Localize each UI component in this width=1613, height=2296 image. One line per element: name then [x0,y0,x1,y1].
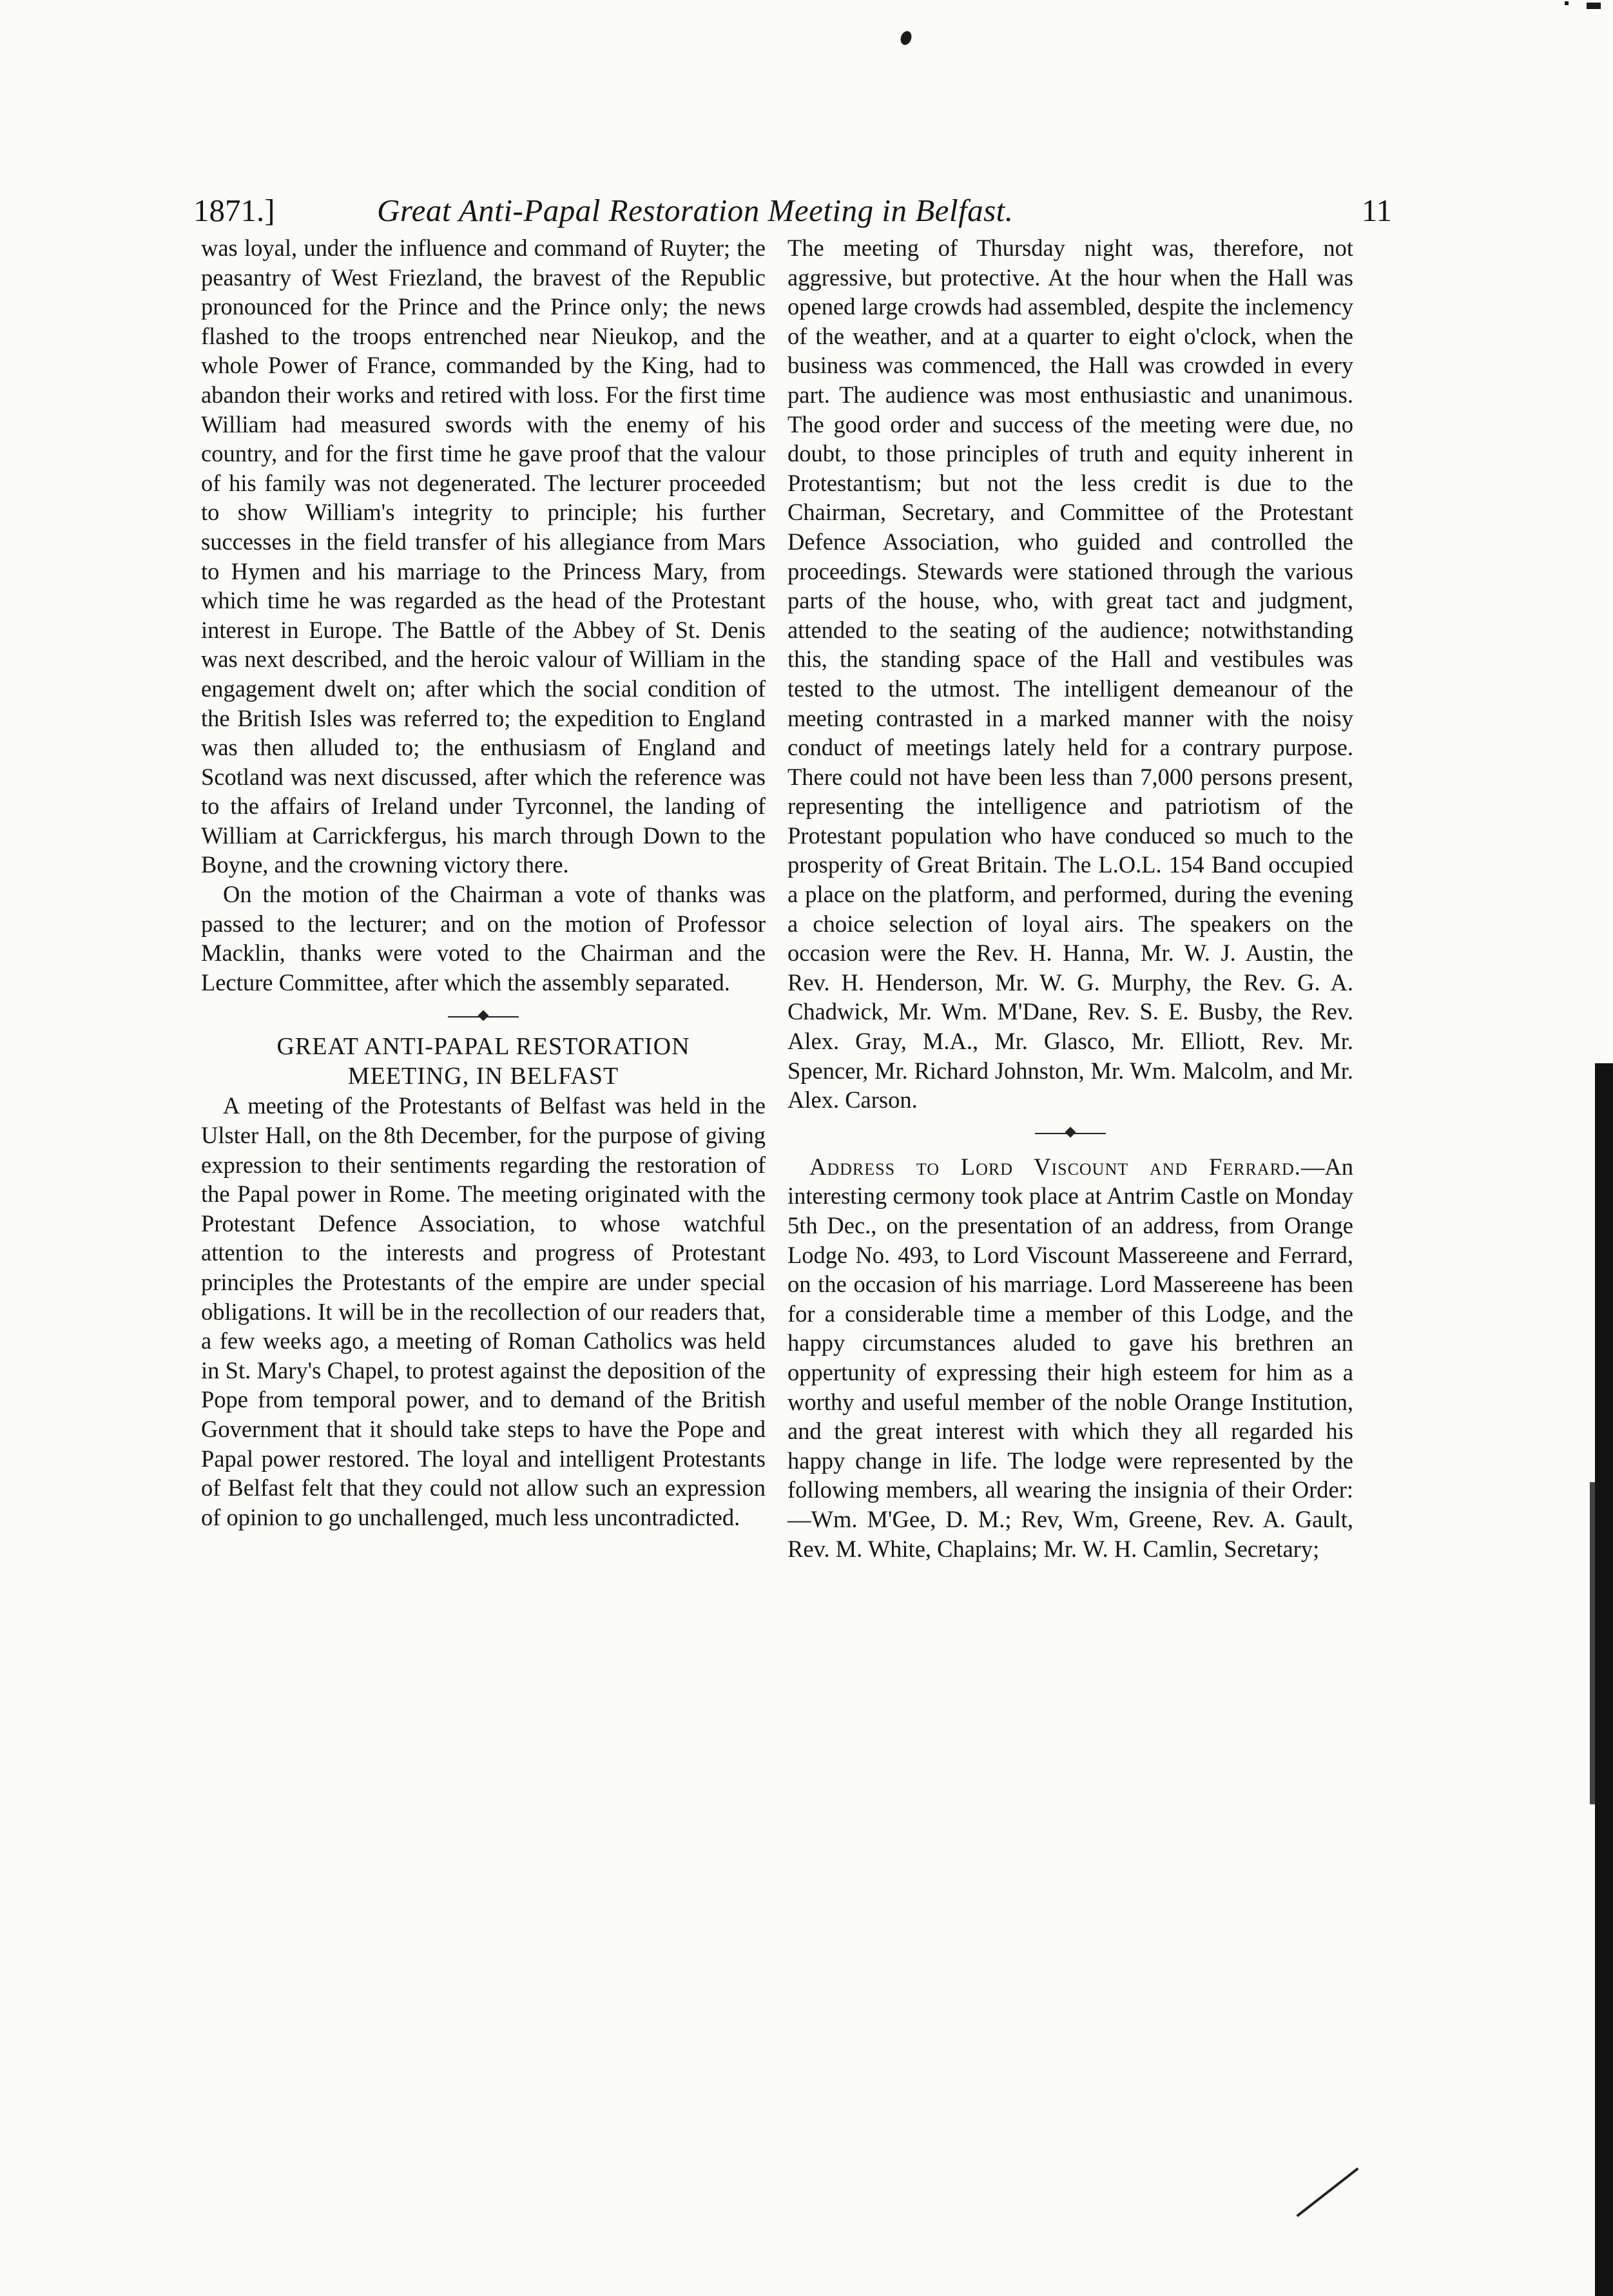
article-heading-line2: MEETING, IN BELFAST [347,1063,619,1090]
running-header [193,188,1392,233]
paragraph-meeting-intro: A meeting of the Protestants of Belfast was held in the Ulster Hall, on the 8th December, for the purpose of giving expression to their sentiments regarding the restoration of the Papal power in Rome. The meeting originated with the Protestant Defence Association, to whose watchful attention to the interests and progress of Protestant principles the Protestants of the empire are under special obligations. It will be in the recollection of our readers that, a few weeks ago, a meeting of Roman Catholics was held in St. Mary's Chapel, to protest against the deposition of the Pope from temporal power, and to demand of the British Government that it should take steps to have the Pope and Papal power restored. The loyal and intelligent Protestants of Belfast felt that they could not allow such an expression of opinion to go unchallenged, much less uncontradicted. [201,1092,766,1530]
scan-edge-shadow [1595,1063,1613,2296]
article-heading [201,1032,766,1091]
ink-dot [899,30,914,46]
address-body: —An interesting cermony took place at Antrim Castle on Monday 5th Dec., on the presentation of an address, from Orange Lodge No. 493, to Lord Viscount Massereene and Ferrard, on the occasion of his marriage. Lord Massereene has been for a considerable time a member of this Lodge, and the happy circumstances aluded to gave his brethren an oppertunity of expressing their high esteem for him as a worthy and useful member of the noble Orange Institution, and the great interest with which they all regarded his happy change in life. The lodge were represented by the following members, all wearing the insignia of their Order:—Wm. M'Gee, D. M.; Rev, Wm, Greene, Rev. A. Gault, Rev. M. White, Chaplains; Mr. W. H. Camlin, Secretary; [787,1153,1353,1562]
paragraph-vote-of-thanks: On the motion of the Chairman a vote of thanks was passed to the lecturer; and on the motion of Professor Macklin, thanks were voted to the Chairman and the Lecture Committee, after which the assembly separated. [201,881,766,996]
left-column [201,233,766,1532]
paragraph-address-lord-viscount [787,1152,1353,1563]
paragraph-lecture-continued: was loyal, under the influence and command of Ruyter; the peasantry of West Friezland, the bravest of the Republic pronounced for the Prince and the Prince only; the news flashed to the troops entrenched near Nieukop, and the whole Power of France, commanded by the King, had to abandon their works and retired with loss. For the first time William had measured swords with the enemy of his country, and for the first time he gave proof that the valour of his family was not degenerated. The lecturer proceeded to show William's integrity to principle; his further successes in the field transfer of his allegiance from Mars to Hymen and his marriage to the Princess Mary, from which time he was regarded as the head of the Protestant interest in Europe. The Battle of the Abbey of St. Denis was next described, and the heroic valour of William in the engagement dwelt on; after which the social condition of the British Isles was referred to; the expedition to England was then alluded to; the enthusiasm of England and Scotland was next discussed, after which the reference was to the affairs of Ireland under Tyrconnel, the landing of William at Carrickfergus, his march through Down to the Boyne, and the crowning victory there. [201,235,766,878]
address-lead-in: Address to Lord Viscount and Ferrard. [809,1153,1301,1180]
paragraph-meeting-details: The meeting of Thursday night was, therefore, not aggressive, but protective. At the hour when the Hall was opened large crowds had assembled, despite the inclemency of the weather, and at a quarter to eight o'clock, when the business was commenced, the Hall was crowded in every part. The audience was most enthusiastic and unanimous. The good order and success of the meeting were due, no doubt, to those principles of truth and equity inherent in Protestantism; but not the less credit is due to the Chairman, Secretary, and Committee of the Protestant Defence Association, who guided and controlled the proceedings. Stewards were stationed through the various parts of the house, who, with great tact and judgment, attended to the seating of the audience; notwithstanding this, the standing space of the Hall and vestibules was tested to the utmost. The intelligent demeanour of the meeting contrasted in a marked manner with the noisy conduct of meetings lately held for a contrary purpose. There could not have been less than 7,000 persons present, representing the intelligence and patriotism of the Protestant population who have conduced so much to the prosperity of Great Britain. The L.O.L. 154 Band occupied a place on the platform, and performed, during the evening a choice selection of loyal airs. The speakers on the occasion were the Rev. H. Hanna, Mr. W. J. Austin, the Rev. H. Henderson, Mr. W. G. Murphy, the Rev. G. A. Chadwick, Mr. Wm. M'Dane, Rev. S. E. Busby, the Rev. Alex. Gray, M.A., Mr. Glasco, Mr. Elliott, Rev. Mr. Spencer, Mr. Richard Johnston, Mr. Wm. Malcolm, and Mr. Alex. Carson. [787,235,1353,1114]
ink-speck [1587,3,1601,9]
section-separator [1035,1119,1106,1148]
pencil-mark [1296,2167,1358,2217]
scan-edge-shadow [1590,1482,1595,1804]
header-year: 1871.] [193,193,275,228]
article-heading-line1: GREAT ANTI-PAPAL RESTORATION [276,1033,690,1061]
right-column [787,233,1353,1563]
section-separator [448,1002,519,1032]
page-number: 11 [1361,193,1392,228]
header-title: Great Anti-Papal Restoration Meeting in Belfast. [377,193,1014,228]
ink-speck [1565,1,1569,5]
